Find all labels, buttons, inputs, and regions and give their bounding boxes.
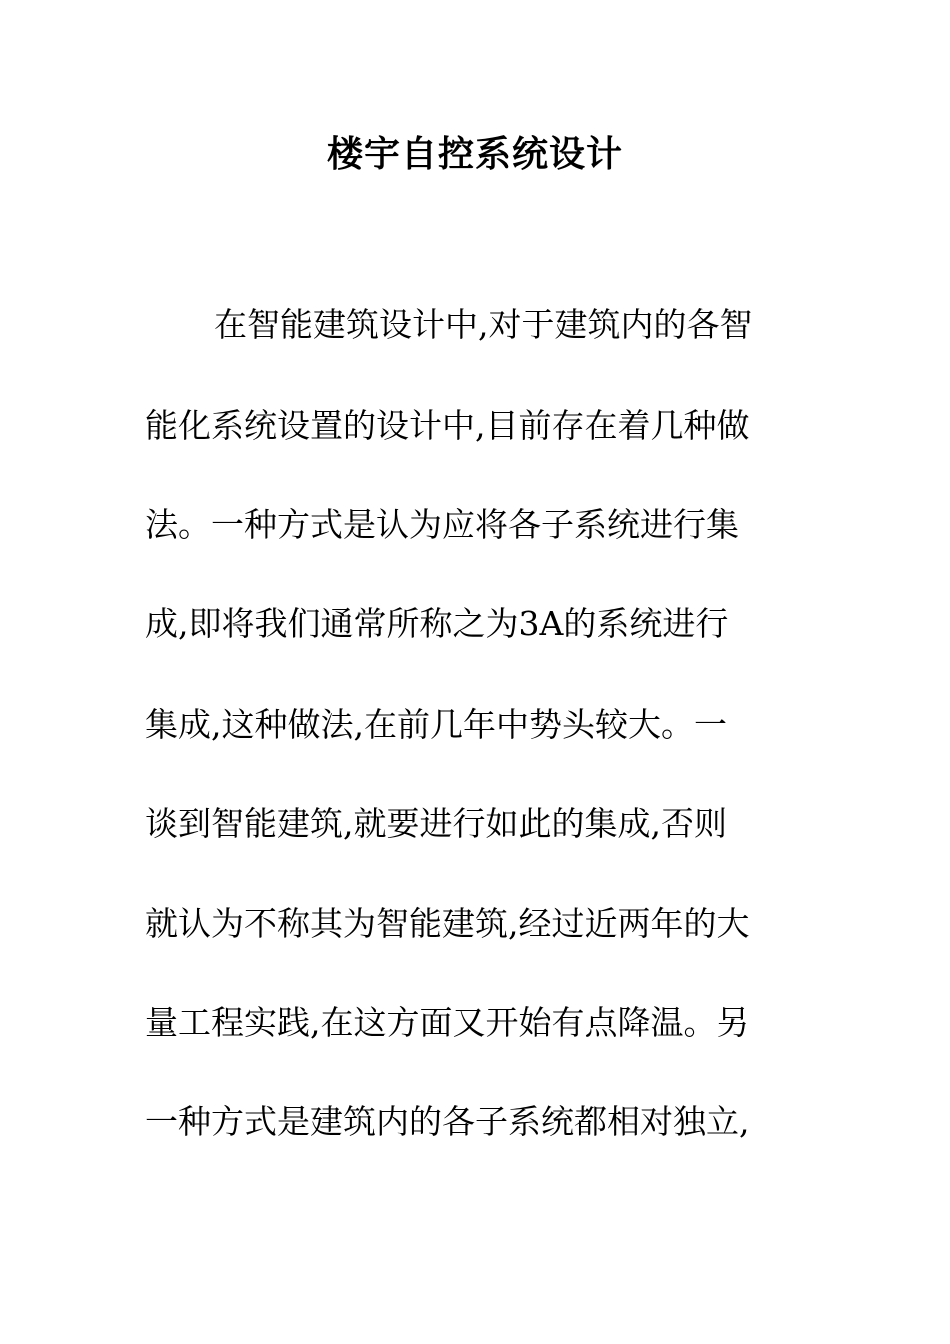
paragraph-line-2: 能化系统设置的设计中,目前存在着几种做 xyxy=(145,406,750,445)
paragraph-line-9: 一种方式是建筑内的各子系统都相对独立, xyxy=(145,1102,750,1141)
paragraph-line-3: 法。一种方式是认为应将各子系统进行集 xyxy=(145,505,739,544)
paragraph-line-1: 在智能建筑设计中,对于建筑内的各智 xyxy=(214,305,753,344)
paragraph-line-7: 就认为不称其为智能建筑,经过近两年的大 xyxy=(145,904,750,943)
paragraph-line-4: 成,即将我们通常所称之为3A的系统进行 xyxy=(145,604,729,643)
paragraph-line-8: 量工程实践,在这方面又开始有点降温。另 xyxy=(145,1003,750,1042)
paragraph-line-6: 谈到智能建筑,就要进行如此的集成,否则 xyxy=(145,804,727,843)
paragraph-line-5: 集成,这种做法,在前几年中势头较大。一 xyxy=(145,705,727,744)
document-title: 楼宇自控系统设计 xyxy=(326,134,623,175)
